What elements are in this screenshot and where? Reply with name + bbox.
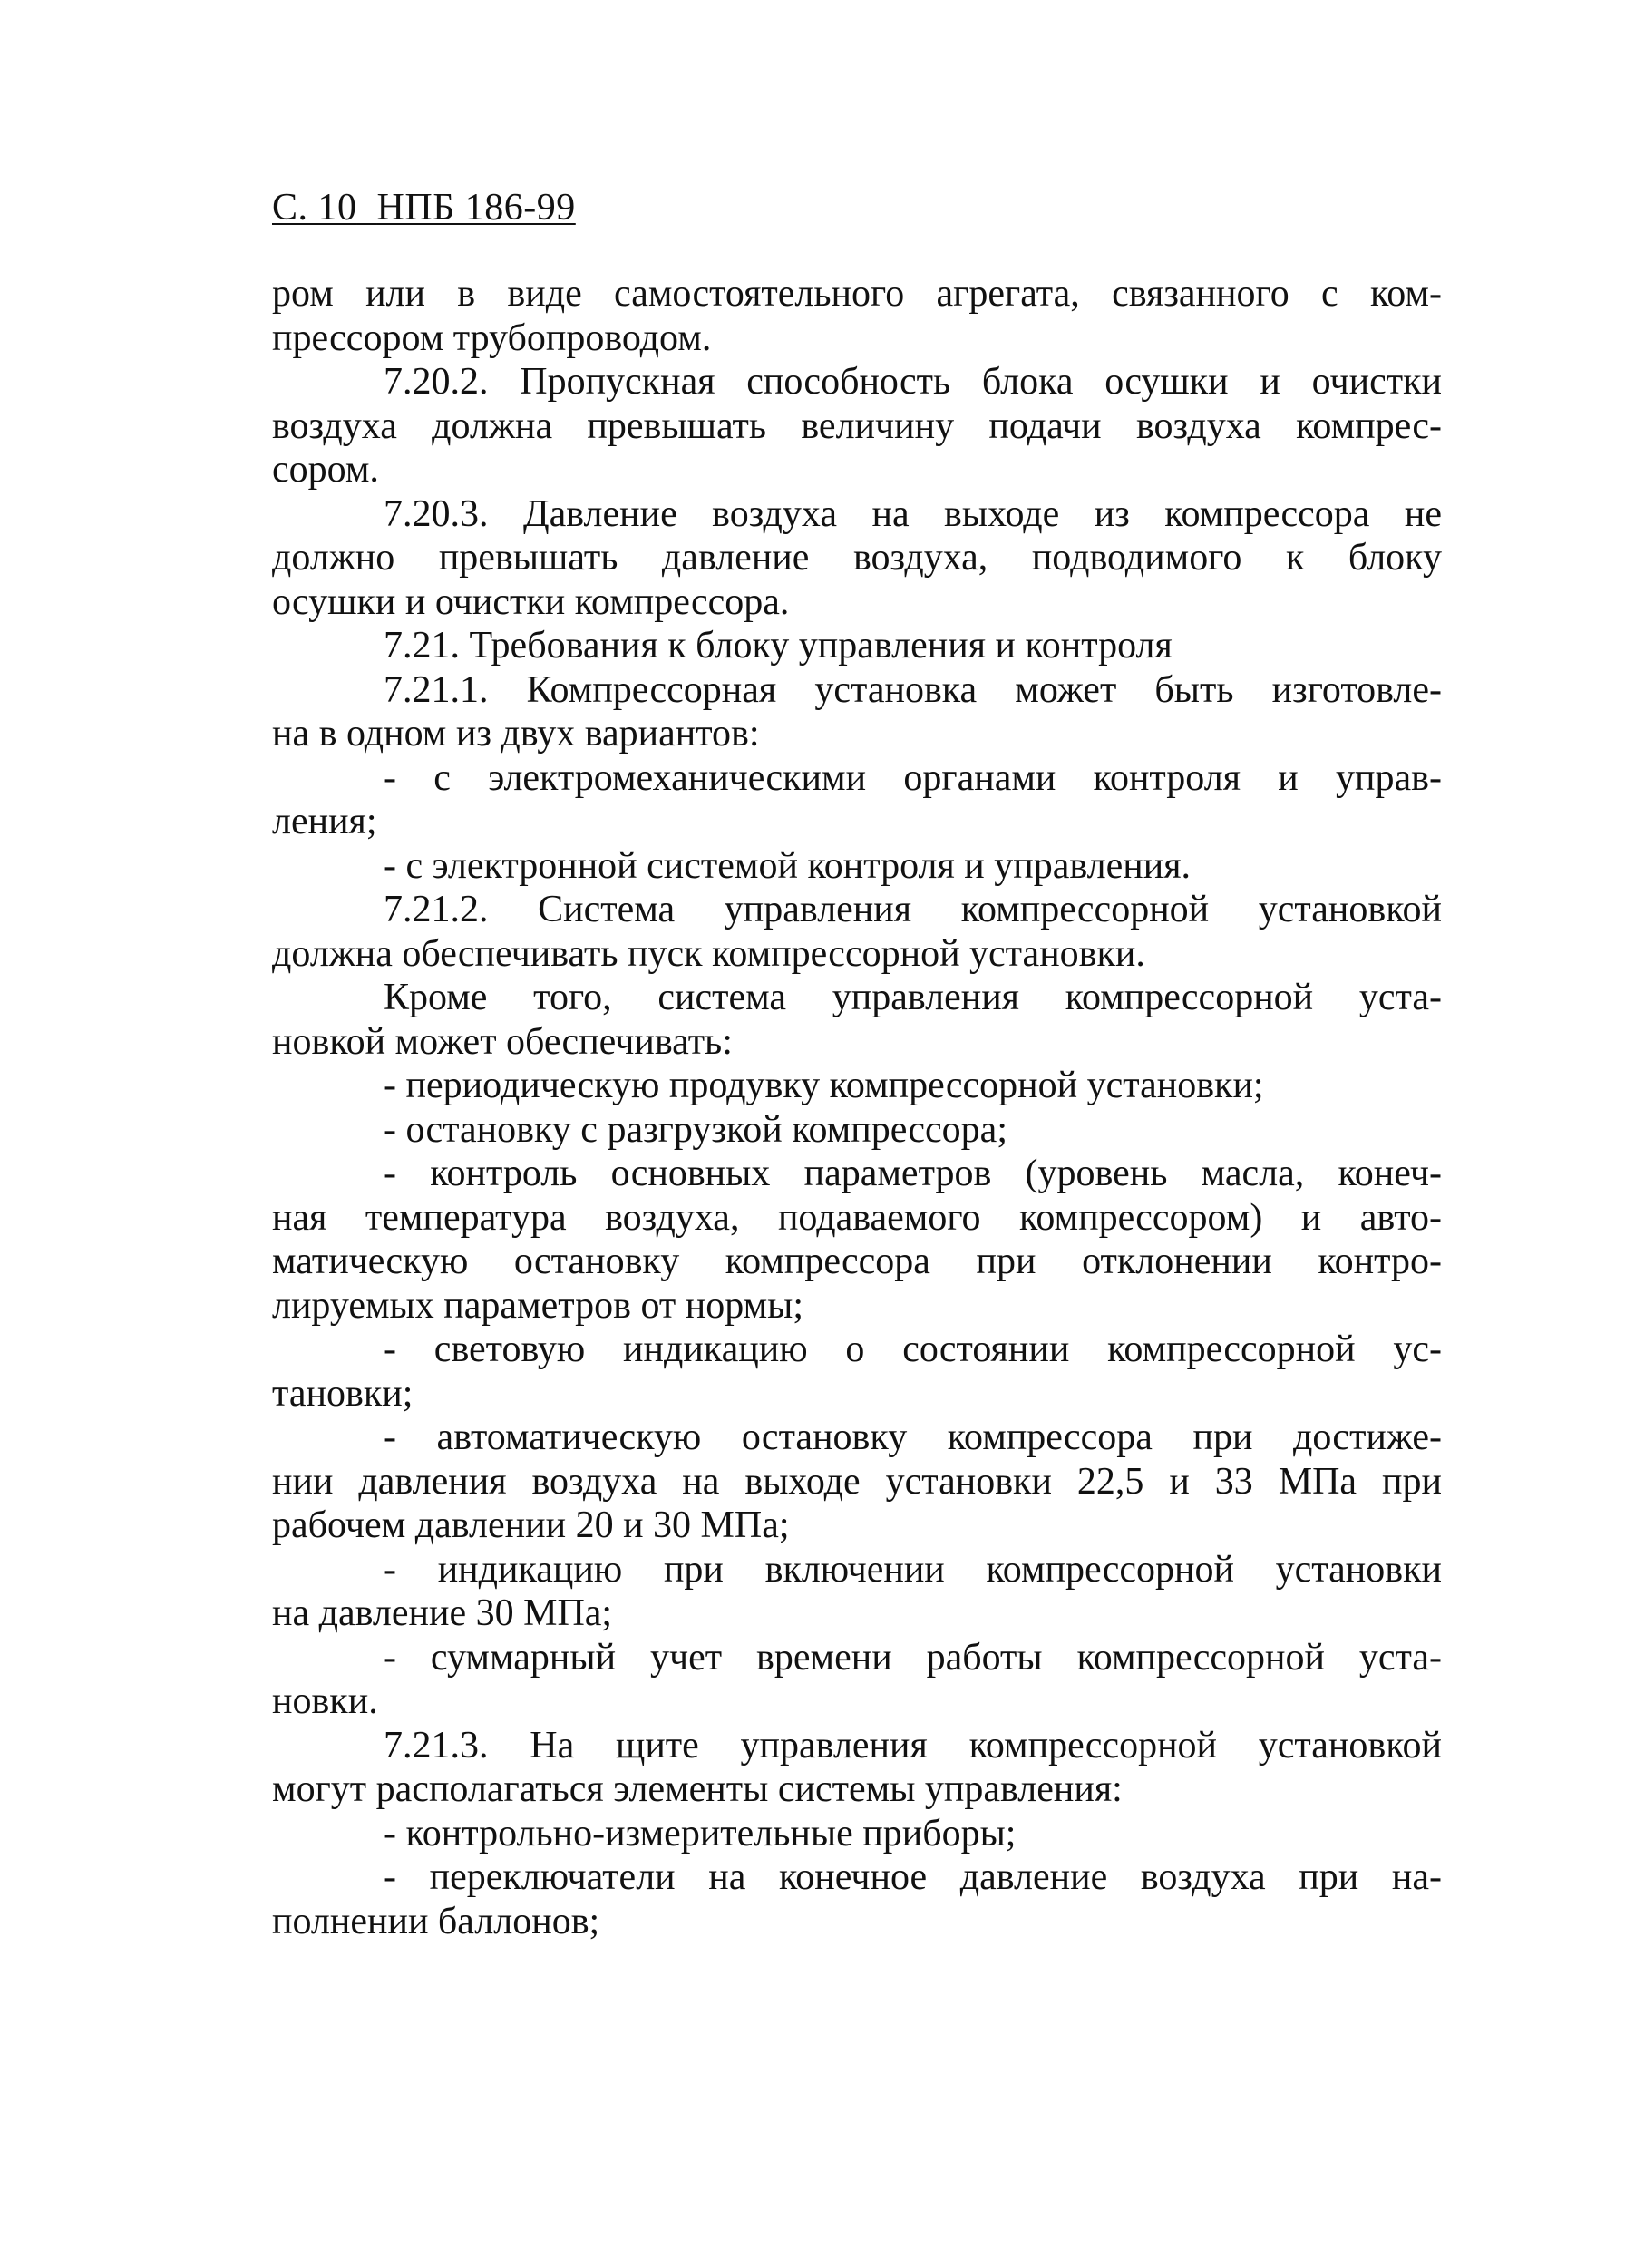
text-line: новки. <box>272 1680 378 1722</box>
text-line: ная температура воздуха, подаваемого компрессором) и авто- <box>272 1196 1442 1239</box>
text-line: 7.21.3. На щите управления компрессорной установкой <box>384 1724 1442 1767</box>
text-line: - с электромеханическими органами контроля и управ- <box>384 756 1442 799</box>
text-line: - контрольно-измерительные приборы; <box>384 1812 1017 1854</box>
text-line: новкой может обеспечивать: <box>272 1020 733 1063</box>
text-line: полнении баллонов; <box>272 1900 600 1942</box>
text-line: - контроль основных параметров (уровень масла, конеч- <box>384 1153 1442 1194</box>
text-line: - индикацию при включении компрессорной установки <box>384 1548 1442 1591</box>
text-line: - с электронной системой контроля и управления. <box>384 844 1192 887</box>
text-line: прессором трубопроводом. <box>272 316 712 359</box>
page-number: С. 10 <box>272 187 357 229</box>
header-gap <box>357 187 377 229</box>
text-line: осушки и очистки компрессора. <box>272 580 790 623</box>
text-line: нии давления воздуха на выходе установки 22,5 и 33 МПа при <box>272 1460 1442 1503</box>
text-line: 7.21.2. Система управления компрессорной установкой <box>384 889 1442 930</box>
page-header <box>272 186 576 229</box>
text-line: на в одном из двух вариантов: <box>272 713 760 754</box>
text-line: тановки; <box>272 1372 414 1415</box>
text-line: на давление 30 МПа; <box>272 1592 613 1634</box>
text-line: 7.21.1. Компрессорная установка может быть изготовле- <box>384 668 1442 711</box>
text-line: ром или в виде самостоятельного агрегата, связанного с ком- <box>272 273 1442 315</box>
text-line: - остановку с разгрузкой компрессора; <box>384 1108 1007 1151</box>
text-line: рабочем давлении 20 и 30 МПа; <box>272 1504 790 1546</box>
document-code: НПБ 186-99 <box>376 187 576 229</box>
text-line: - переключатели на конечное давление воздуха при на- <box>384 1856 1442 1898</box>
text-line: - суммарный учет времени работы компрессорной уста- <box>384 1636 1442 1679</box>
text-line: 7.20.2. Пропускная способность блока осушки и очистки <box>384 361 1442 403</box>
text-line: - периодическую продувку компрессорной установки; <box>384 1065 1264 1106</box>
text-line: - световую индикацию о состоянии компрессорной ус- <box>384 1329 1442 1370</box>
text-line: ления; <box>272 801 377 842</box>
text-line: сором. <box>272 449 379 491</box>
text-line: 7.20.3. Давление воздуха на выходе из компрессора не <box>384 492 1442 535</box>
text-line: воздуха должна превышать величину подачи воздуха компрес- <box>272 404 1442 447</box>
text-line: лируемых параметров от нормы; <box>272 1284 804 1327</box>
text-line: - автоматическую остановку компрессора при достиже- <box>384 1416 1442 1458</box>
document-body <box>272 272 1442 1943</box>
text-line: Кроме того, система управления компрессорной уста- <box>384 977 1442 1018</box>
text-line: должна обеспечивать пуск компрессорной установки. <box>272 932 1145 975</box>
text-line: матическую остановку компрессора при отклонении контро- <box>272 1241 1442 1282</box>
text-line: могут располагаться элементы системы управления: <box>272 1768 1123 1810</box>
text-line: должно превышать давление воздуха, подводимого к блоку <box>272 537 1442 579</box>
text-line: 7.21. Требования к блоку управления и контроля <box>384 625 1173 667</box>
